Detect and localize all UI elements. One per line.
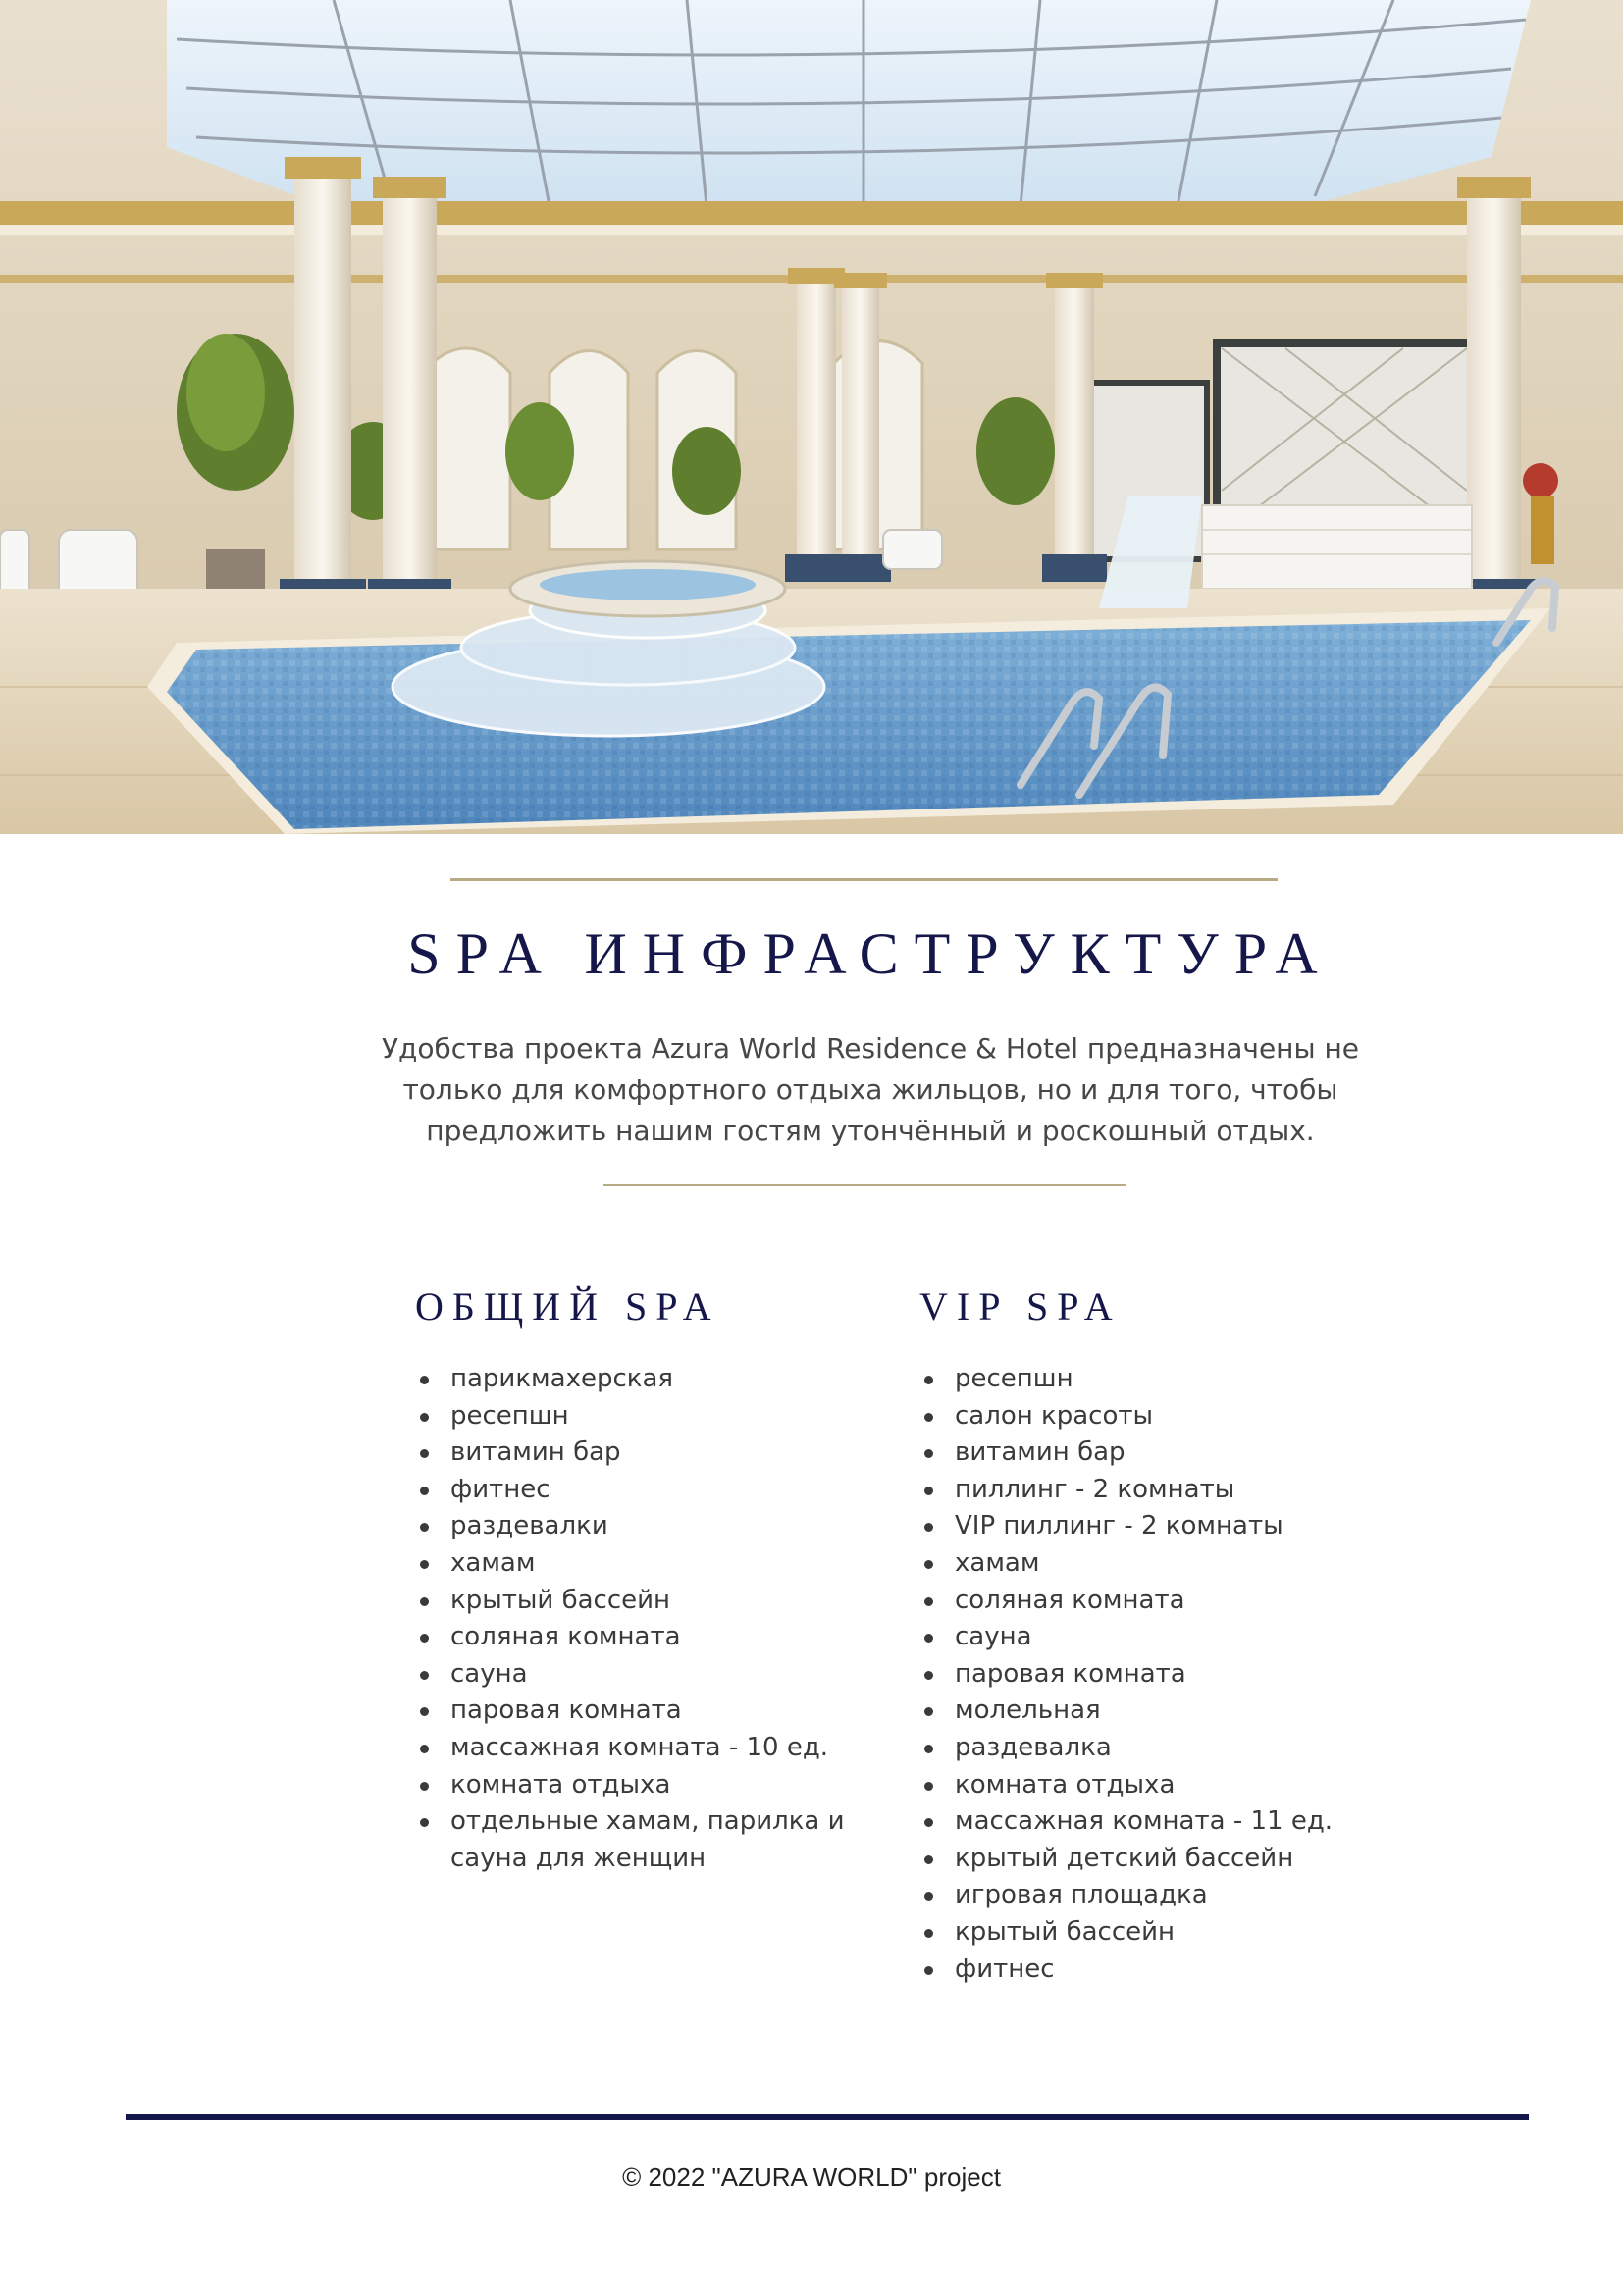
list-item: соляная комната (919, 1583, 1381, 1620)
general-spa-heading: ОБЩИЙ SPA (415, 1284, 720, 1329)
list-item: соляная комната (415, 1619, 876, 1656)
list-item: крытый детский бассейн (919, 1841, 1381, 1878)
list-item: VIP пиллинг - 2 комнаты (919, 1508, 1381, 1545)
list-item: паровая комната (919, 1656, 1381, 1694)
list-item: отдельные хамам, парилка и сауна для женщин (415, 1803, 876, 1877)
list-item: ресепшн (415, 1398, 876, 1435)
list-item: витамин бар (415, 1435, 876, 1472)
list-item: игровая площадка (919, 1877, 1381, 1914)
list-item: молельная (919, 1693, 1381, 1730)
hero-image (0, 0, 1623, 834)
intro-gold-rule (603, 1184, 1126, 1186)
list-item: фитнес (919, 1952, 1381, 1989)
list-item: салон красоты (919, 1398, 1381, 1435)
intro-paragraph: Удобства проекта Azura World Residence & Hotel предназначены не только для комфортного отдыха жильцов, но и для того, чтобы предложить нашим гостям утончённый и роскошный отдых. (381, 1032, 1360, 1147)
list-item: хамам (919, 1545, 1381, 1583)
list-item: комната отдыха (415, 1767, 876, 1804)
vip-spa-heading: VIP SPA (919, 1284, 1122, 1329)
footer-rule (126, 2114, 1529, 2120)
top-gold-rule (450, 878, 1278, 881)
list-item: пиллинг - 2 комнаты (919, 1472, 1381, 1509)
list-item: массажная комната - 10 ед. (415, 1730, 876, 1767)
list-item: раздевалки (415, 1508, 876, 1545)
list-item: крытый бассейн (415, 1583, 876, 1620)
list-item: массажная комната - 11 ед. (919, 1803, 1381, 1841)
page-title: SPA ИНФРАСТРУКТУРА (407, 921, 1334, 986)
vip-spa-list (919, 1361, 1381, 1988)
list-item: витамин бар (919, 1435, 1381, 1472)
general-spa-list (415, 1361, 876, 1877)
list-item: крытый бассейн (919, 1914, 1381, 1952)
list-item: парикмахерская (415, 1361, 876, 1398)
list-item: паровая комната (415, 1693, 876, 1730)
list-item: раздевалка (919, 1730, 1381, 1767)
footer-copyright: © 2022 "AZURA WORLD" project (622, 2163, 1001, 2192)
list-item: комната отдыха (919, 1767, 1381, 1804)
list-item: сауна (415, 1656, 876, 1694)
list-item: хамам (415, 1545, 876, 1583)
list-item: ресепшн (919, 1361, 1381, 1398)
list-item: фитнес (415, 1472, 876, 1509)
list-item: сауна (919, 1619, 1381, 1656)
